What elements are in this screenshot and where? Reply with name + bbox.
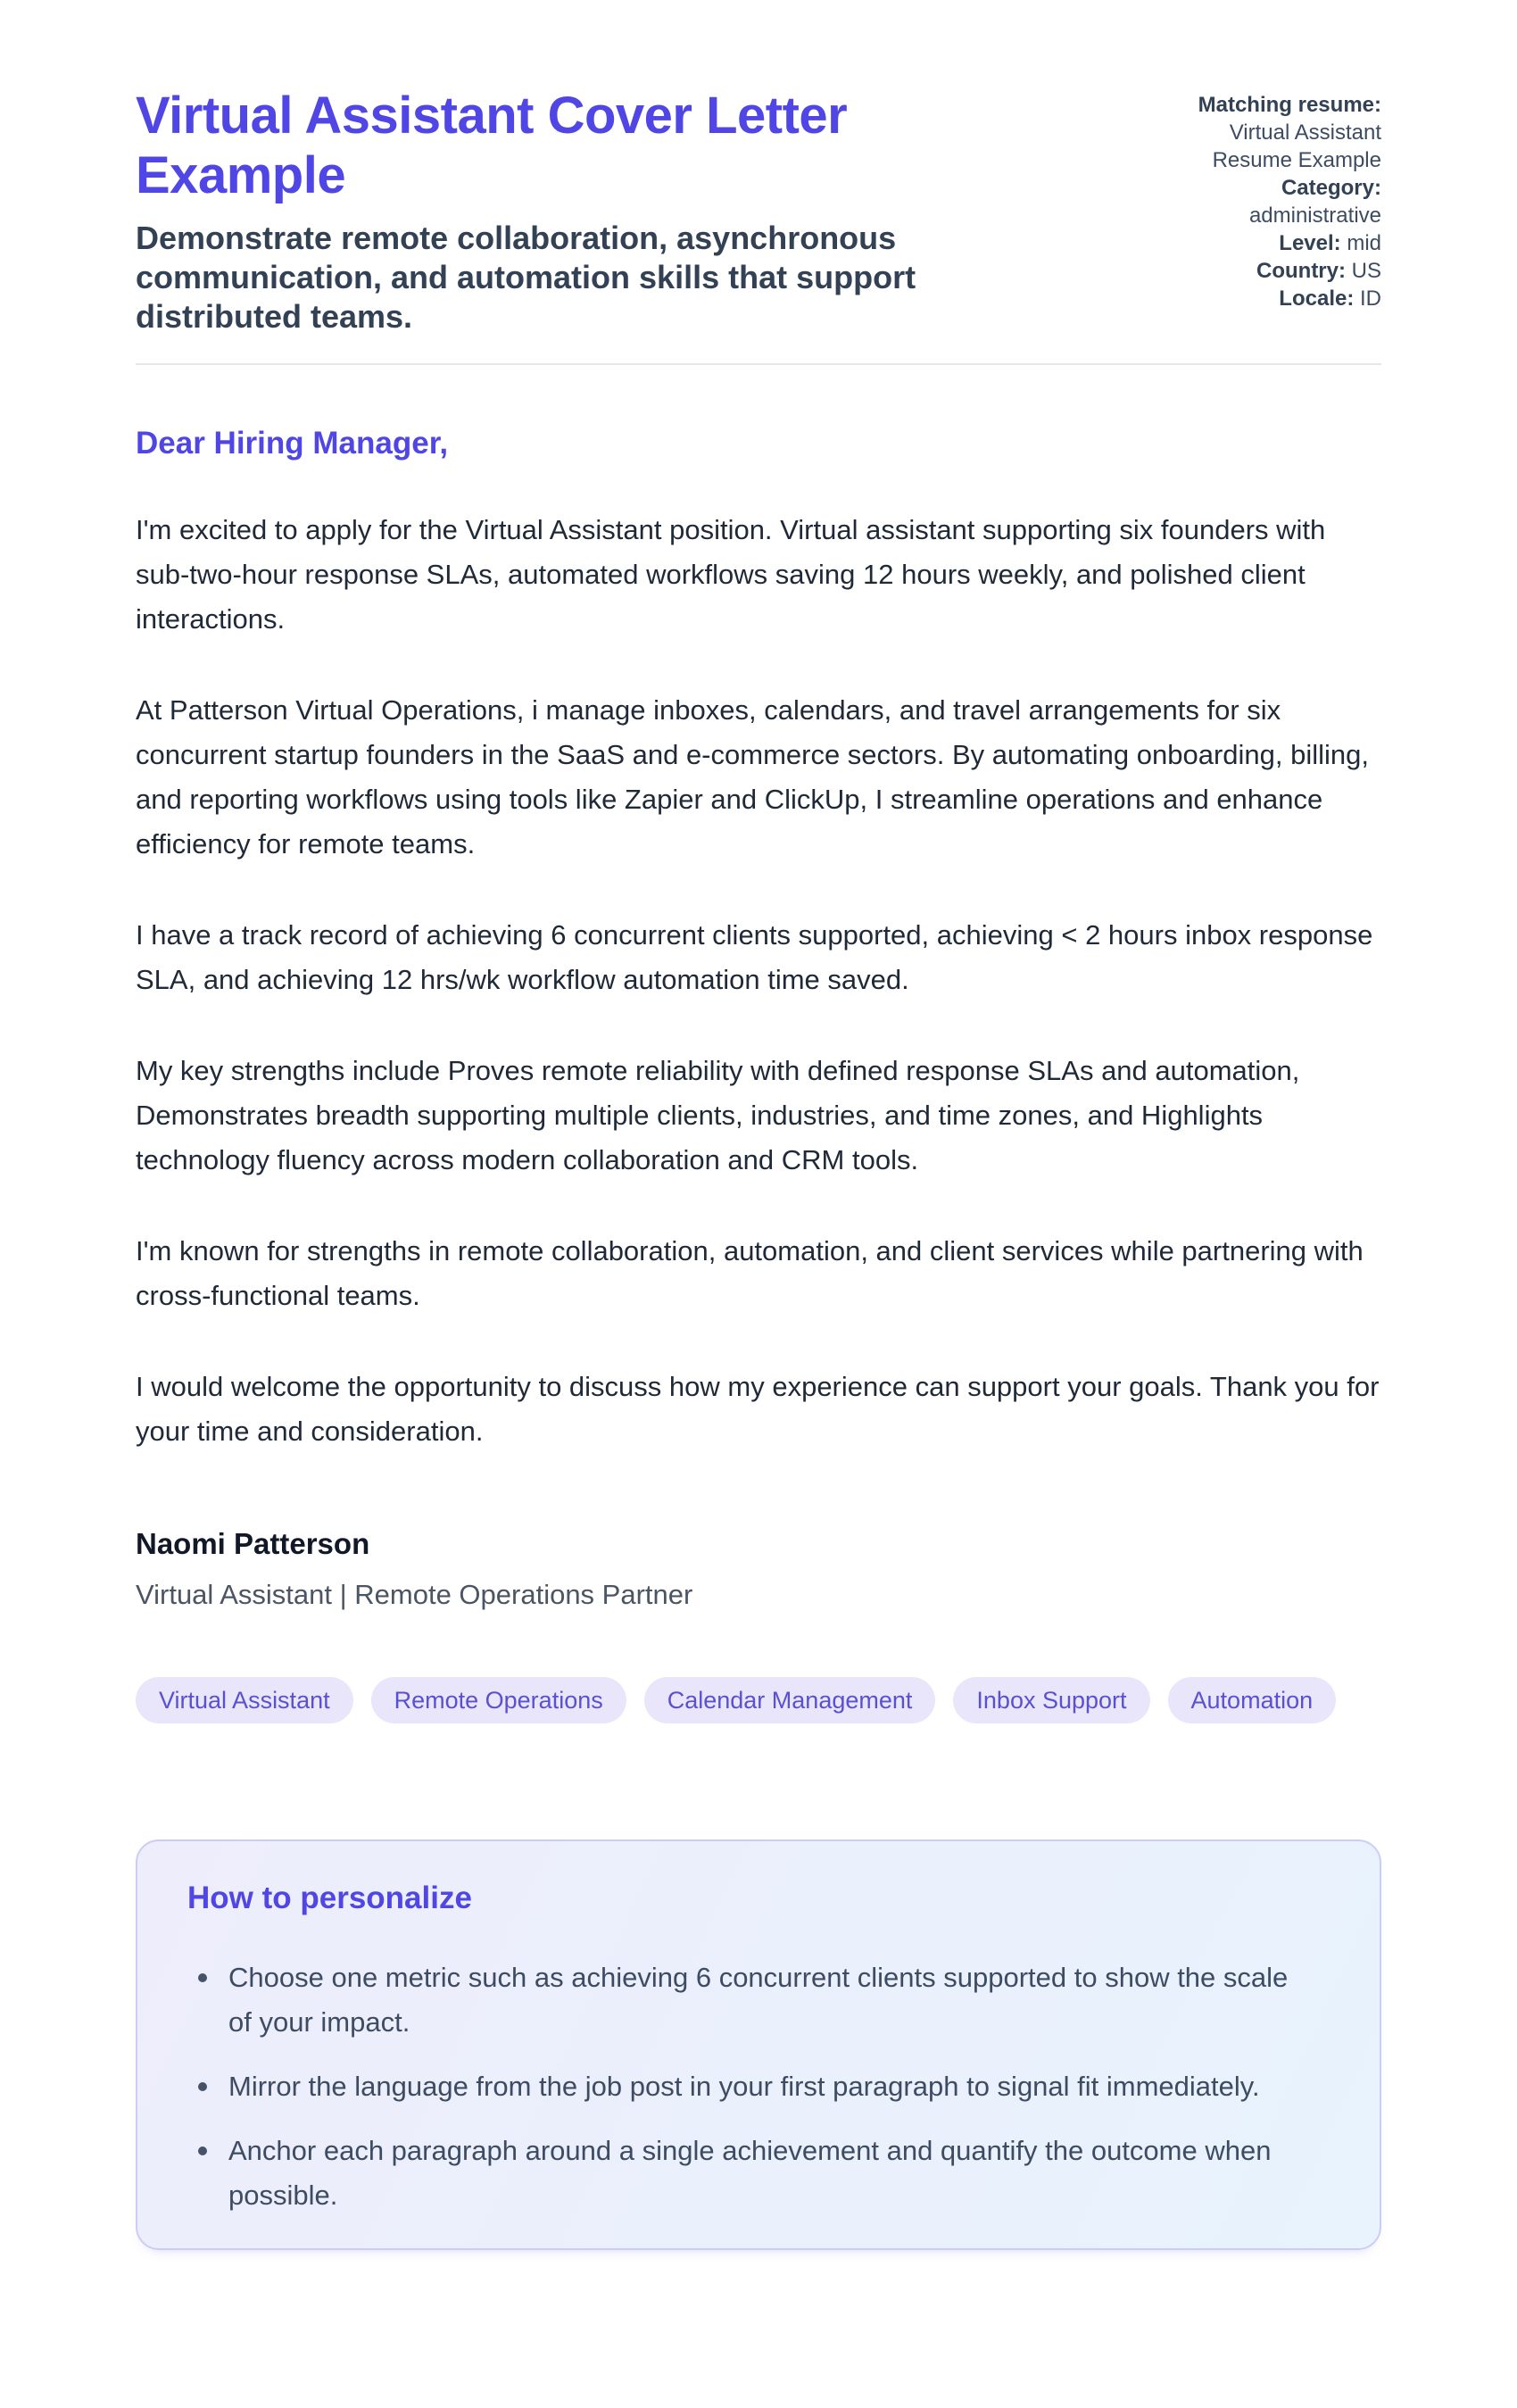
meta-country-row	[1042, 257, 1381, 285]
meta-locale-row	[1042, 285, 1381, 312]
letter-paragraph: I have a track record of achieving 6 concurrent clients supported, achieving < 2 hours inbox response SLA, and achieving 12 hrs/wk workflow automation time saved.	[136, 918, 1373, 995]
meta-block	[1042, 86, 1381, 312]
tips-heading: How to personalize	[187, 1880, 472, 1915]
tag-chip-inbox-support[interactable]: Inbox Support	[953, 1677, 1149, 1723]
meta-category-value: administrative	[1248, 203, 1381, 228]
letter-paragraph: I'm known for strengths in remote collaboration, automation, and client services while partnering with cross-functional teams.	[136, 1234, 1364, 1311]
signature-role: Virtual Assistant | Remote Operations Partner	[136, 1578, 693, 1610]
meta-country-value: US	[1351, 259, 1381, 283]
meta-level-value: mid	[1347, 231, 1381, 255]
page-title: Virtual Assistant Cover Letter Example	[136, 87, 848, 205]
letter-paragraph: My key strengths include Proves remote reliability with defined response SLAs and automation, Demonstrates breadth supporting multiple clients, industries, and time zones, and Highlights technology fluency across modern collaboration and CRM tools.	[136, 1054, 1300, 1175]
meta-country-label: Country:	[1256, 259, 1346, 283]
meta-level-label: Level:	[1279, 231, 1341, 255]
letter-paragraph: At Patterson Virtual Operations, i manage inboxes, calendars, and travel arrangements for six concurrent startup founders in the SaaS and e-commerce sectors. By automating onboarding, billing, and reporting workflows using tools like Zapier and ClickUp, I streamline operations and enhance efficiency for remote teams.	[136, 693, 1369, 859]
cover-letter-body	[136, 426, 1381, 1611]
meta-level-row	[1042, 229, 1381, 257]
meta-locale-label: Locale:	[1279, 286, 1355, 311]
tip-item: Anchor each paragraph around a single achievement and quantify the outcome when possible.	[187, 2129, 1303, 2218]
how-to-personalize-card	[136, 1839, 1381, 2250]
tips-list	[187, 1955, 1330, 2218]
letter-paragraph: I'm excited to apply for the Virtual Assistant position. Virtual assistant supporting six founders with sub-two-hour response SLAs, automated workflows saving 12 hours weekly, and polished client interactions.	[136, 513, 1326, 635]
header-divider	[136, 363, 1381, 365]
tag-chip-remote-operations[interactable]: Remote Operations	[371, 1677, 626, 1723]
tag-chip-calendar-management[interactable]: Calendar Management	[644, 1677, 936, 1723]
meta-locale-value: ID	[1360, 286, 1381, 311]
meta-matching-resume-label: Matching resume:	[1198, 93, 1381, 117]
tag-chip-virtual-assistant[interactable]: Virtual Assistant	[136, 1677, 353, 1723]
signature-name: Naomi Patterson	[136, 1526, 370, 1560]
page-header	[136, 86, 1381, 336]
tag-chip-automation[interactable]: Automation	[1168, 1677, 1337, 1723]
letter-paragraph: I would welcome the opportunity to discuss how my experience can support your goals. Thank you for your time and consideration.	[136, 1370, 1380, 1447]
tag-list	[136, 1677, 1381, 1723]
meta-matching-resume-value: Virtual Assistant Resume Example	[1212, 120, 1381, 172]
meta-category-label: Category:	[1281, 176, 1381, 200]
tip-item: Mirror the language from the job post in your first paragraph to signal fit immediately.	[187, 2064, 1303, 2109]
tip-item: Choose one metric such as achieving 6 concurrent clients supported to show the scale of your impact.	[187, 1955, 1303, 2045]
salutation: Dear Hiring Manager,	[136, 425, 449, 461]
page-subtitle: Demonstrate remote collaboration, asynchronous communication, and automation skills that support distributed teams.	[136, 219, 916, 335]
title-block	[136, 86, 1037, 336]
